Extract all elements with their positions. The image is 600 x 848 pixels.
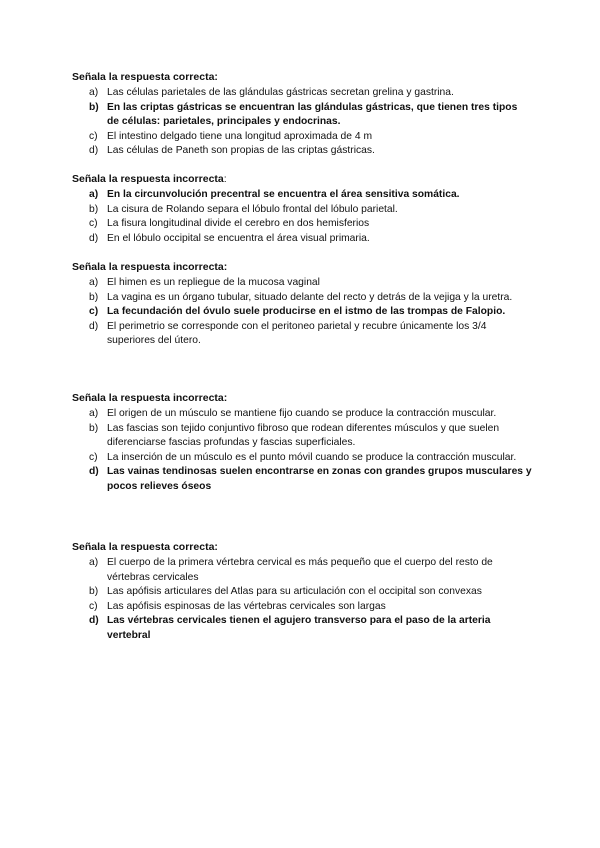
option-letter: d) (89, 145, 99, 157)
option-text: El cuerpo de la primera vértebra cervical es más pequeño que el cuerpo del resto de vértebras cervicales (107, 557, 493, 583)
answer-options (72, 556, 532, 644)
option-text: Las apófisis articulares del Atlas para su articulación con el occipital son convexas (107, 586, 482, 598)
answer-option-d (72, 614, 532, 643)
option-letter: c) (89, 130, 98, 142)
answer-option-c (72, 217, 532, 232)
option-letter: c) (89, 451, 98, 463)
option-letter: d) (89, 320, 99, 332)
option-letter: c) (89, 306, 99, 318)
option-letter: c) (89, 218, 98, 230)
option-letter: b) (89, 101, 99, 113)
question-1 (72, 70, 532, 159)
question-title-colon: : (223, 173, 227, 185)
option-text: Las vértebras cervicales tienen el agujero transverso para el paso de la arteria vertebral (107, 615, 491, 641)
question-title: Señala la respuesta incorrecta: (72, 261, 228, 273)
option-text: Las fascias son tejido conjuntivo fibroso que rodean diferentes músculos y que suelen diferenciarse fascias profundas y fascias superficiales. (107, 422, 500, 449)
question-title: Señala la respuesta correcta: (72, 71, 218, 83)
answer-option-d (72, 320, 532, 349)
option-letter: b) (89, 203, 99, 215)
option-letter: a) (89, 277, 99, 288)
option-letter: a) (89, 408, 99, 419)
answer-option-d (72, 232, 532, 247)
answer-option-c (72, 305, 532, 320)
option-text: La fisura longitudinal divide el cerebro en dos hemisferios (107, 218, 370, 230)
option-letter: d) (89, 232, 99, 244)
answer-option-b (72, 291, 532, 306)
option-text: El intestino delgado tiene una longitud aproximada de 4 m (107, 130, 373, 142)
option-text: Las apófisis espinosas de las vértebras cervicales son largas (107, 600, 386, 612)
option-text: El perimetrio se corresponde con el peritoneo parietal y recubre únicamente los 3/4 superiores del útero. (107, 320, 487, 347)
option-text: Las vainas tendinosas suelen encontrarse en zonas con grandes grupos musculares y pocos relieves óseos (107, 466, 532, 492)
option-text: Las células parietales de las glándulas gástricas secretan grelina y gastrina. (107, 87, 454, 98)
option-letter: d) (89, 466, 99, 478)
question-4 (72, 391, 532, 495)
option-text: Las células de Paneth son propias de las criptas gástricas. (107, 145, 375, 157)
answer-option-a (72, 407, 532, 422)
answer-option-a (72, 556, 532, 585)
option-letter: a) (89, 87, 99, 98)
answer-option-c (72, 451, 532, 466)
option-text: La cisura de Rolando separa el lóbulo frontal del lóbulo parietal. (107, 203, 398, 215)
option-text: La vagina es un órgano tubular, situado delante del recto y detrás de la vejiga y la uretra. (107, 291, 513, 303)
question-title-text: Señala la respuesta incorrecta (72, 173, 224, 185)
question-title: Señala la respuesta incorrecta: (72, 392, 228, 404)
option-text: La inserción de un músculo es el punto móvil cuando se produce la contracción muscular. (107, 451, 517, 463)
question-3 (72, 260, 532, 349)
option-letter: d) (89, 615, 99, 627)
answer-option-a (72, 276, 532, 291)
option-text: El himen es un repliegue de la mucosa vaginal (107, 277, 320, 288)
answer-options (72, 276, 532, 349)
answer-option-b (72, 422, 532, 451)
answer-options (72, 86, 532, 159)
option-letter: a) (89, 557, 99, 568)
question-title: Señala la respuesta correcta: (72, 541, 218, 553)
question-2 (72, 172, 532, 246)
answer-option-d (72, 465, 532, 494)
answer-option-a (72, 86, 532, 101)
option-letter: b) (89, 586, 99, 598)
answer-option-b (72, 203, 532, 218)
question-title (72, 172, 532, 186)
option-text: En las criptas gástricas se encuentran las glándulas gástricas, que tienen tres tipos de células: parietales, principales y endocrinas. (107, 101, 518, 128)
answer-option-c (72, 600, 532, 615)
option-letter: b) (89, 422, 99, 434)
answer-option-b (72, 585, 532, 600)
option-letter: a) (89, 189, 99, 200)
answer-option-c (72, 130, 532, 145)
option-letter: c) (89, 600, 98, 612)
option-text: En la circunvolución precentral se encuentra el área sensitiva somática. (107, 189, 460, 200)
answer-option-a (72, 188, 532, 203)
option-letter: b) (89, 291, 99, 303)
option-text: En el lóbulo occipital se encuentra el área visual primaria. (107, 232, 370, 244)
answer-options (72, 188, 532, 246)
answer-options (72, 407, 532, 495)
option-text: El origen de un músculo se mantiene fijo cuando se produce la contracción muscular. (107, 408, 497, 419)
answer-option-d (72, 144, 532, 159)
question-5 (72, 540, 532, 644)
answer-option-b (72, 101, 532, 130)
option-text: La fecundación del óvulo suele producirse en el istmo de las trompas de Falopio. (107, 306, 506, 318)
